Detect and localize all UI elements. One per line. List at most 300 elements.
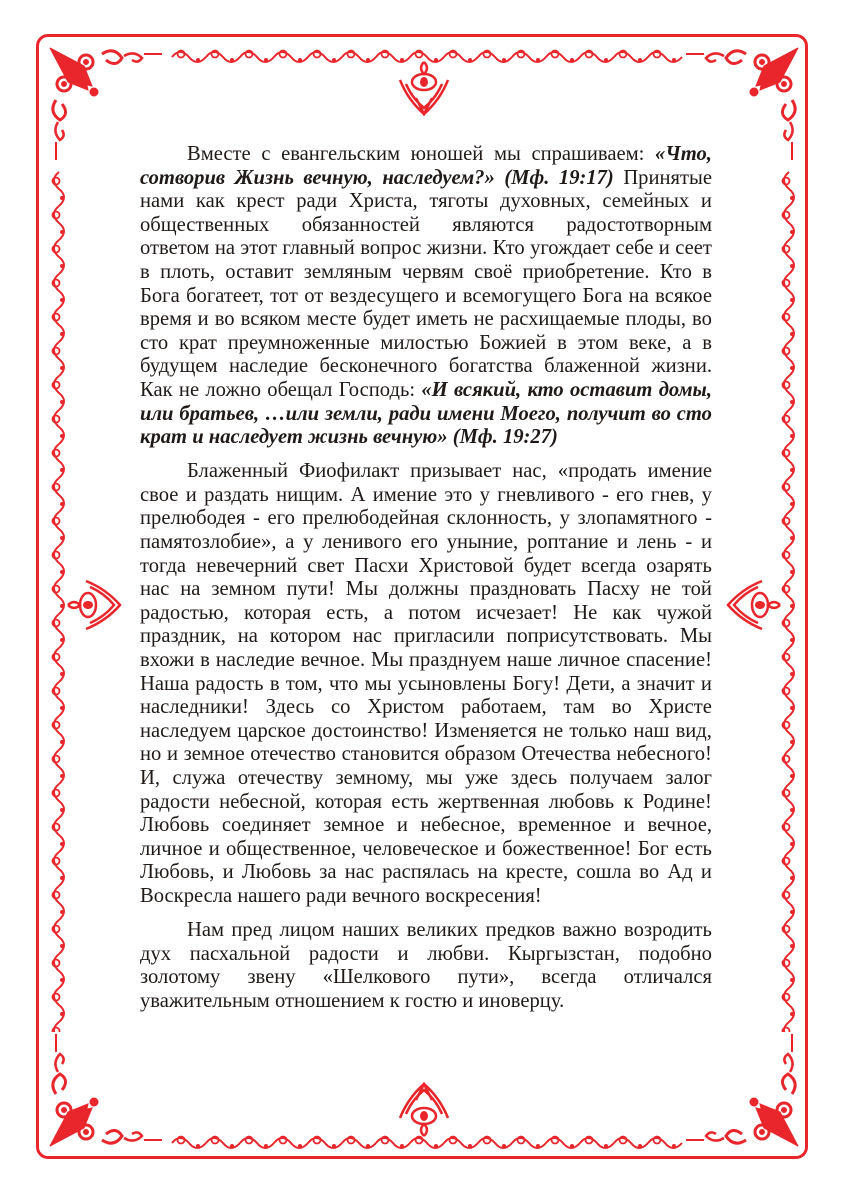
- word: спасение!: [626, 648, 712, 671]
- word: отличался: [623, 966, 712, 989]
- word: земное: [183, 743, 245, 766]
- word: тот: [270, 284, 298, 307]
- word: себе: [615, 237, 654, 260]
- word: евангельским: [281, 143, 400, 165]
- right-crown-medallion-ornament: [726, 575, 782, 635]
- word: достоинство!: [311, 719, 429, 742]
- word: наше: [506, 648, 552, 671]
- top-crown-medallion-ornament: [394, 60, 454, 116]
- word: личное: [140, 837, 203, 860]
- text-line: [140, 214, 712, 238]
- word: -: [685, 531, 693, 553]
- word: обязанностей: [301, 213, 420, 236]
- word: будет: [523, 554, 571, 577]
- word: -: [705, 507, 712, 530]
- bottom-left-corner-ornament: [44, 1032, 164, 1152]
- word: богатеет,: [186, 284, 264, 307]
- paragraph: [140, 143, 712, 450]
- word: Любовь: [140, 814, 210, 837]
- bottom-crown-medallion-ornament: [394, 1082, 454, 1138]
- text-line: [140, 966, 712, 990]
- word: месте: [306, 308, 357, 331]
- word: во: [214, 308, 235, 331]
- word: том,: [285, 672, 323, 695]
- word: ответом: [140, 237, 210, 260]
- word: во: [639, 861, 660, 884]
- word: склонность,: [446, 507, 552, 530]
- text-line: [140, 720, 712, 744]
- word: в: [702, 260, 712, 283]
- word: мы: [425, 766, 453, 789]
- word: крат: [178, 331, 217, 354]
- word: преумноженные: [227, 331, 370, 354]
- word: со: [330, 696, 351, 719]
- word: как: [195, 190, 225, 213]
- word: угождает: [530, 237, 611, 260]
- word: Бог: [637, 837, 669, 860]
- word: у: [701, 483, 712, 506]
- word: ленивого: [322, 531, 402, 553]
- word: пути!: [286, 578, 335, 601]
- word: к: [623, 790, 634, 813]
- word: или: [140, 402, 174, 425]
- text-line: [140, 838, 712, 862]
- text-line: [140, 531, 712, 555]
- word: всяком: [240, 308, 301, 331]
- word: исчезает!: [476, 601, 558, 624]
- word: всякий,: [454, 378, 522, 401]
- word: не: [473, 308, 494, 331]
- word: распялась: [382, 861, 470, 884]
- text-line: [140, 237, 712, 261]
- word: усыновлены: [397, 672, 507, 695]
- text-line: [140, 791, 712, 815]
- word: Христа,: [348, 190, 418, 213]
- word: вопрос: [360, 237, 422, 260]
- word: его: [267, 507, 295, 530]
- word: нами: [140, 190, 185, 213]
- word: злопамятного: [577, 507, 698, 530]
- word: тяготы: [429, 190, 489, 213]
- word: отечество: [250, 743, 336, 766]
- word: на: [628, 284, 649, 307]
- word: Любовь,: [140, 861, 215, 884]
- word: временное: [518, 814, 612, 837]
- word: братьев,: [179, 402, 260, 425]
- word: за: [319, 861, 337, 884]
- word: вид,: [675, 719, 712, 742]
- word: это: [444, 483, 473, 506]
- word: нищим.: [276, 483, 344, 506]
- word: его: [410, 531, 438, 553]
- text-line: [140, 403, 712, 427]
- text-line: [140, 484, 712, 508]
- word: не: [543, 719, 564, 742]
- word: чужой: [656, 601, 712, 624]
- word: но: [140, 743, 162, 766]
- word: жертвенная: [437, 790, 540, 813]
- left-crown-medallion-ornament: [66, 575, 122, 635]
- word: сошла: [576, 861, 632, 884]
- word: ради: [296, 190, 338, 213]
- text-segment: Воскресла нашего ради вечного воскресения!: [140, 884, 542, 907]
- bold-italic-quote: крат и наследует жизнь вечную» (Мф. 19:27): [140, 426, 558, 449]
- word: и: [623, 814, 635, 837]
- word: веке,: [628, 331, 672, 354]
- word: пред: [231, 919, 273, 941]
- word: Ад: [667, 861, 693, 884]
- word: в: [557, 331, 567, 354]
- word: жизни.: [651, 355, 712, 378]
- word: и: [222, 861, 234, 884]
- word: в: [140, 260, 150, 283]
- word: наследие: [228, 355, 309, 378]
- text-line: [140, 308, 712, 332]
- word: дух: [140, 942, 172, 965]
- word: спрашиваем:: [531, 143, 645, 165]
- word: значит: [636, 672, 695, 695]
- word: тогда: [140, 554, 187, 577]
- word: пути»,: [457, 966, 515, 989]
- word: Мы: [679, 625, 712, 648]
- word: и: [700, 861, 712, 884]
- word: всемогущего: [462, 284, 577, 307]
- word: небесное,: [420, 814, 506, 837]
- word: раздать: [204, 483, 269, 506]
- word: звену: [247, 966, 296, 989]
- word: домы,: [658, 378, 712, 401]
- word: там: [563, 696, 595, 719]
- word: человеческое: [362, 837, 479, 860]
- word: всякое: [655, 284, 712, 307]
- document-body: [140, 143, 712, 1024]
- word: и: [445, 284, 457, 307]
- text-line: [140, 460, 712, 484]
- word: Блаженный: [187, 460, 288, 483]
- word: и: [658, 237, 670, 260]
- word: не: [178, 378, 200, 401]
- word: -: [601, 483, 609, 506]
- word: Вместе: [187, 143, 251, 165]
- word: Богу!: [512, 672, 561, 695]
- text-line: [140, 649, 712, 673]
- text-line: [140, 943, 712, 967]
- word: есть,: [326, 601, 369, 624]
- word: ради: [388, 402, 432, 425]
- word: червям: [401, 260, 464, 283]
- word: как: [612, 601, 642, 624]
- word: той: [681, 578, 712, 601]
- word: у: [303, 531, 314, 553]
- word: Фиофилакт: [299, 460, 400, 483]
- word: празднуем: [409, 648, 501, 671]
- word: Господь:: [338, 378, 416, 401]
- word: земли,: [324, 402, 383, 425]
- word: общественное,: [226, 837, 357, 860]
- word: прелюбодейная: [302, 507, 440, 530]
- word: соединяет: [221, 814, 311, 837]
- word: жизни.: [426, 237, 488, 260]
- text-line: [140, 602, 712, 626]
- text-line: [140, 332, 712, 356]
- word: нас,: [512, 460, 547, 483]
- word: (Мф.: [504, 166, 550, 189]
- word: золотому: [140, 966, 221, 989]
- word: отечеству: [237, 766, 323, 789]
- word: сеет: [675, 237, 712, 260]
- word: праздновать: [469, 578, 577, 601]
- word: служа: [172, 766, 226, 789]
- word: Наша: [140, 672, 190, 695]
- word: во: [692, 308, 712, 331]
- word: а: [285, 531, 295, 553]
- word: наследники!: [140, 696, 249, 719]
- word: памятозлобие»,: [140, 531, 277, 553]
- word: мы: [493, 143, 521, 165]
- word: невечерний: [196, 554, 298, 577]
- text-line: [140, 285, 712, 309]
- word: Пасху: [587, 578, 640, 601]
- word: и: [197, 308, 209, 331]
- text-line: [140, 507, 712, 531]
- word: Божией: [479, 331, 547, 354]
- word: расхищаемые: [499, 308, 620, 331]
- word: общественных: [140, 213, 270, 236]
- word: наследуем: [140, 719, 232, 742]
- word: бесконечного: [319, 355, 438, 378]
- text-line: [140, 919, 712, 943]
- word: роптание: [526, 531, 609, 553]
- word: божественное!: [502, 837, 632, 860]
- text-line: [140, 555, 712, 579]
- word: у: [559, 507, 570, 530]
- word: сто: [140, 331, 169, 354]
- word: и: [700, 672, 712, 695]
- word: важно: [562, 919, 617, 941]
- word: и: [208, 837, 220, 860]
- word: призывает: [410, 460, 502, 483]
- text-line: [140, 379, 712, 403]
- word: обещал: [267, 378, 333, 401]
- text-line: [140, 861, 712, 885]
- word: котором: [269, 625, 341, 648]
- word: Пасхи: [354, 554, 409, 577]
- word: уже: [465, 766, 499, 789]
- text-line: [140, 885, 712, 909]
- word: нас: [344, 861, 375, 884]
- word: лицом: [279, 919, 335, 941]
- word: от: [304, 284, 324, 307]
- word: земному,: [335, 766, 414, 789]
- word: вечное.: [300, 648, 366, 671]
- word: не: [650, 578, 671, 601]
- word: Как: [140, 378, 173, 401]
- word: личное: [557, 648, 621, 671]
- word: есть: [674, 837, 712, 860]
- word: вездесущего: [329, 284, 439, 307]
- word: и: [397, 942, 409, 965]
- text-line: [140, 625, 712, 649]
- word: богатства: [448, 355, 533, 378]
- word: становится: [341, 743, 440, 766]
- word: Христом: [367, 696, 445, 719]
- word: И,: [140, 766, 161, 789]
- word: предков: [485, 919, 556, 941]
- word: озарять: [646, 554, 712, 577]
- text-line: [140, 673, 712, 697]
- word: а: [383, 601, 393, 624]
- bottom-right-corner-ornament: [684, 1032, 804, 1152]
- word: радостотворным: [566, 213, 712, 236]
- word: и: [700, 531, 712, 553]
- word: с: [261, 143, 271, 165]
- word: уныние,: [446, 531, 519, 553]
- word: «Что,: [655, 143, 712, 165]
- word: и: [484, 837, 496, 860]
- word: -: [253, 507, 260, 530]
- word: свое: [140, 483, 179, 506]
- word: будущем: [140, 355, 218, 378]
- word: на: [214, 237, 235, 260]
- word: вхожи: [140, 648, 195, 671]
- word: блаженной: [544, 355, 640, 378]
- word: Мы: [371, 648, 404, 671]
- word: А: [350, 483, 366, 506]
- word: гнев,: [650, 483, 695, 506]
- word: плоды,: [625, 308, 687, 331]
- text-line: [140, 696, 712, 720]
- word: Нам: [187, 919, 225, 941]
- word: и: [700, 190, 712, 213]
- word: образом: [444, 743, 516, 766]
- word: Принятые: [623, 166, 712, 189]
- word: милостью: [380, 331, 469, 354]
- word: наш: [633, 719, 670, 742]
- text-line: [140, 990, 712, 1014]
- word: гневливого: [497, 483, 595, 506]
- word: в: [269, 672, 280, 695]
- word: «Шелкового: [322, 966, 431, 989]
- word: подобно: [638, 942, 712, 965]
- word: и: [396, 814, 408, 837]
- word: на: [477, 861, 498, 884]
- word: Дети,: [566, 672, 616, 695]
- word: небесной,: [219, 790, 306, 813]
- word: а: [682, 331, 692, 354]
- word: пасхальной: [189, 942, 291, 965]
- word: имени: [436, 402, 495, 425]
- word: земном: [211, 578, 276, 601]
- text-line: [140, 143, 712, 167]
- word: сто: [676, 402, 712, 425]
- word: здесь: [510, 766, 558, 789]
- word: этот: [240, 237, 277, 260]
- word: царское: [237, 719, 306, 742]
- word: небесного!: [616, 743, 712, 766]
- word: любовь: [548, 790, 615, 813]
- text-line: [140, 167, 712, 191]
- word: радости: [140, 790, 210, 813]
- word: имение: [647, 460, 712, 483]
- word: работаем,: [461, 696, 547, 719]
- word: главный: [282, 237, 355, 260]
- text-line: [140, 814, 712, 838]
- word: радости: [308, 942, 379, 965]
- word: и: [185, 483, 197, 506]
- text-line: [140, 355, 712, 379]
- word: семейных: [602, 190, 690, 213]
- word: Кыргызстан,: [507, 942, 620, 965]
- word: иметь: [416, 308, 468, 331]
- word: Любовь: [241, 861, 312, 884]
- word: Не: [573, 601, 598, 624]
- word: кресте,: [505, 861, 569, 884]
- word: Христовой: [418, 554, 514, 577]
- word: нас: [352, 625, 383, 648]
- word: получит: [566, 402, 646, 425]
- word: будет: [362, 308, 410, 331]
- word: крест: [236, 190, 285, 213]
- word: плоть,: [160, 260, 215, 283]
- word: Жизнь: [234, 166, 294, 189]
- word: его: [616, 483, 644, 506]
- word: Моего,: [500, 402, 561, 425]
- word: являются: [452, 213, 534, 236]
- word: этом: [577, 331, 619, 354]
- word: оставит: [225, 260, 294, 283]
- word: великих: [406, 919, 479, 941]
- word: в: [200, 648, 210, 671]
- word: Кто: [659, 260, 692, 283]
- word: «И: [421, 378, 448, 401]
- word: вечную,: [303, 166, 373, 189]
- text-line: [140, 190, 712, 214]
- paragraph: [140, 919, 712, 1013]
- word: поприсутствовать.: [506, 625, 669, 648]
- word: Христе: [648, 696, 712, 719]
- text-line: [140, 743, 712, 767]
- word: своё: [474, 260, 513, 283]
- word: всегда: [541, 966, 597, 989]
- word: юношей: [410, 143, 484, 165]
- text-segment: уважительным отношением к гостю и иноверцу.: [140, 989, 565, 1012]
- word: мы: [364, 672, 392, 695]
- text-line: [140, 767, 712, 791]
- word: возродить: [624, 919, 712, 941]
- word: на: [180, 578, 201, 601]
- word: Кто: [492, 237, 525, 260]
- word: ложно: [205, 378, 261, 401]
- word: свет: [307, 554, 345, 577]
- word: сотворив: [140, 166, 226, 189]
- word: прелюбодея: [140, 507, 246, 530]
- word: которая: [244, 601, 311, 624]
- word: пригласили: [393, 625, 495, 648]
- word: Изменяется: [434, 719, 537, 742]
- paragraph: [140, 460, 712, 908]
- word: и: [616, 531, 628, 553]
- word: у: [479, 483, 490, 506]
- text-line: [140, 578, 712, 602]
- word: приобретение.: [522, 260, 650, 283]
- word: имение: [372, 483, 438, 506]
- word: должны: [388, 578, 459, 601]
- word: земное: [323, 814, 385, 837]
- word: а: [621, 672, 631, 695]
- word: всегда: [581, 554, 637, 577]
- word: потом: [408, 601, 461, 624]
- word: Отечества: [521, 743, 611, 766]
